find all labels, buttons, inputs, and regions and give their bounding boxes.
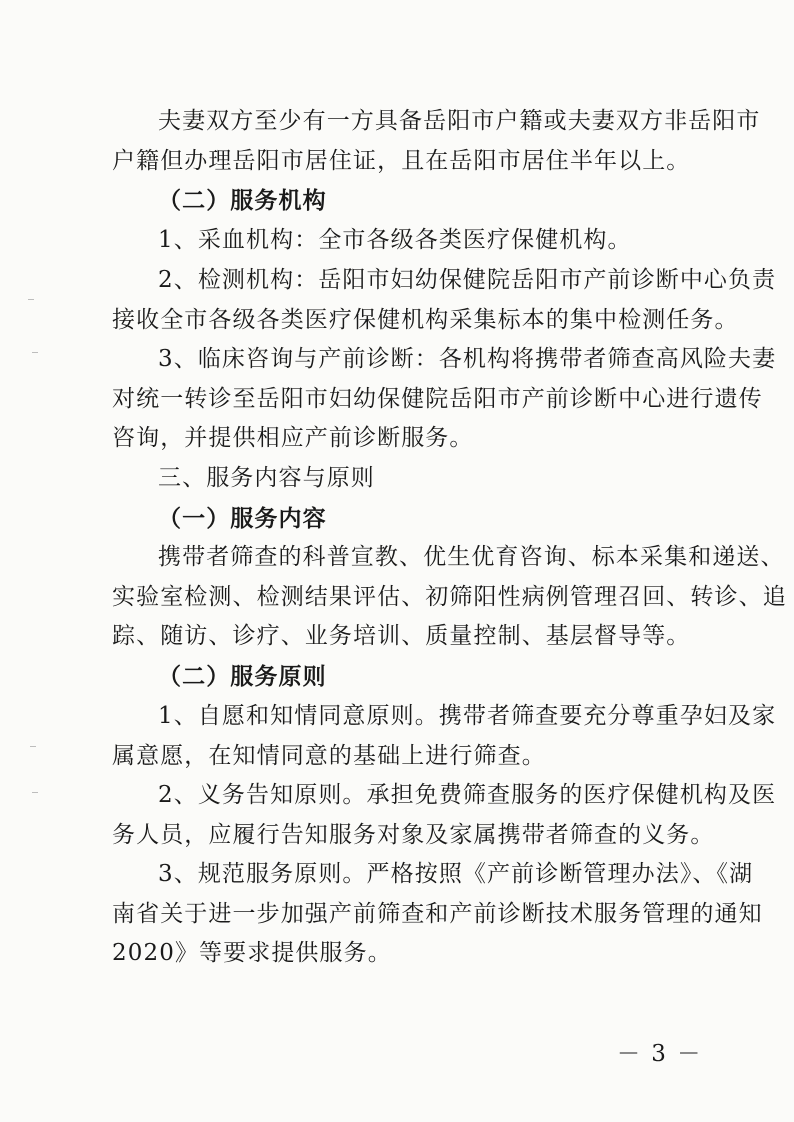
text-line: 2、义务告知原则。承担免费筛查服务的医疗保健机构及医 [158,782,777,808]
text-line: 踪、随访、诊疗、业务培训、质量控制、基层督导等。 [112,623,691,649]
section-three-heading: 三、服务内容与原则 [158,465,375,491]
residency-paragraph [112,102,761,181]
heading-service-content: （一）服务内容 [158,505,327,532]
text-line: 2020》等要求提供服务。 [112,940,392,966]
text-line: 南省关于进一步加强产前筛查和产前诊断技术服务管理的通知 [112,900,763,927]
scan-speck [30,746,36,747]
text-line: 户籍但办理岳阳市居住证，且在岳阳市居住半年以上。 [112,147,691,174]
principle-standard-service [112,855,763,974]
page-number: － 3 － [617,1041,703,1067]
scan-speck [28,299,34,300]
principle-duty-to-inform [112,776,777,855]
text-line: 3、规范服务原则。严格按照《产前诊断管理办法》、《湖 [158,861,754,887]
principle-voluntary-consent [112,697,777,776]
text-line: 属意愿，在知情同意的基础上进行筛查。 [112,742,546,769]
text-line: 咨询，并提供相应产前诊断服务。 [112,425,474,451]
text-line: 对统一转诊至岳阳市妇幼保健院岳阳市产前诊断中心进行遗传 [112,385,763,412]
text-line: 2、检测机构：岳阳市妇幼保健院岳阳市产前诊断中心负责 [158,267,777,293]
scan-speck [32,792,38,793]
item-testing [112,261,777,340]
text-line: 实验室检测、检测结果评估、初筛阳性病例管理召回、转诊、追 [112,583,787,610]
text-line: 务人员，应履行告知服务对象及家属携带者筛查的义务。 [112,821,715,848]
scan-speck [32,352,38,353]
text-line: 接收全市各级各类医疗保健机构采集标本的集中检测任务。 [112,306,739,333]
text-line: 3、临床咨询与产前诊断：各机构将携带者筛查高风险夫妻 [158,346,777,372]
text-line: 携带者筛查的科普宣教、优生优育咨询、标本采集和递送、 [158,544,785,570]
service-content-paragraph [112,538,787,657]
text-line: 1、自愿和知情同意原则。携带者筛查要充分尊重孕妇及家 [158,703,777,729]
heading-service-organization: （二）服务机构 [158,187,327,214]
heading-service-principles: （二）服务原则 [158,663,327,690]
text-line: 夫妻双方至少有一方具备岳阳市户籍或夫妻双方非岳阳市 [158,108,761,134]
item-clinical-consultation [112,340,777,459]
item-blood-collection: 1、采血机构：全市各级各类医疗保健机构。 [158,227,632,253]
